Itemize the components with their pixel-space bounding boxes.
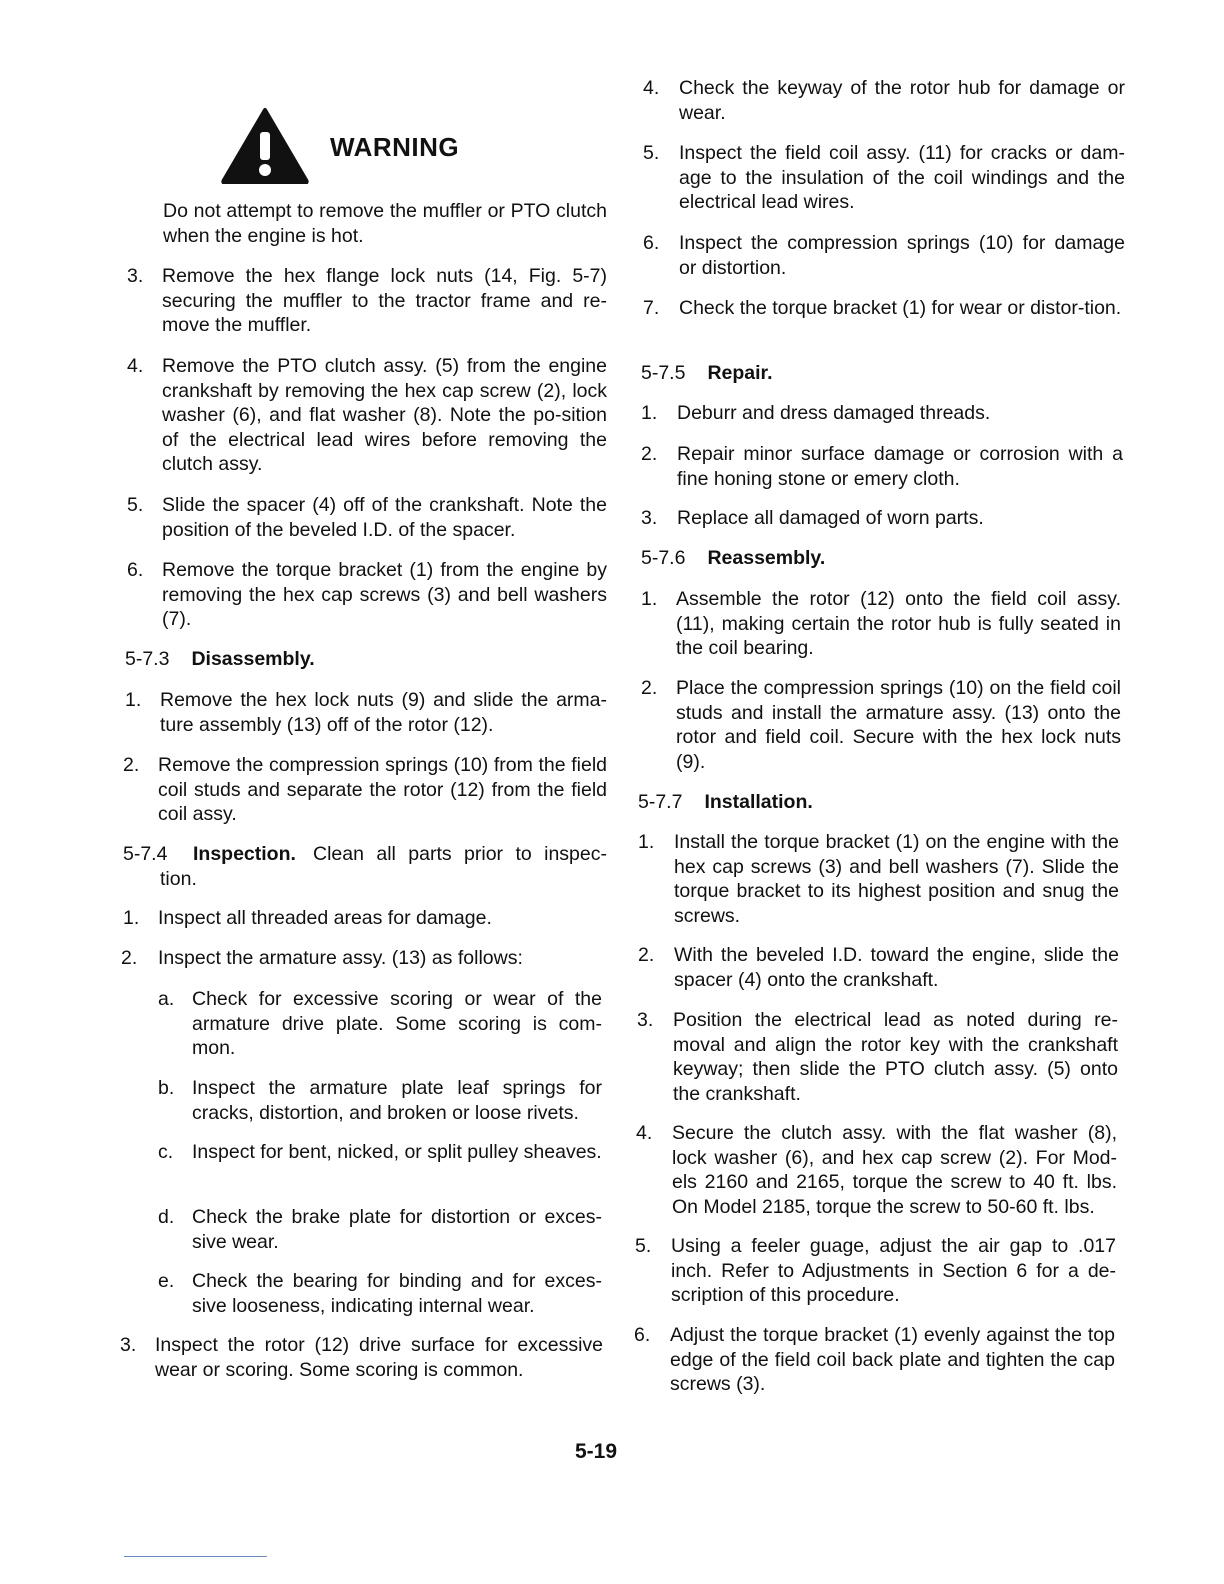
step-text: Remove the torque bracket (1) from the engine by removing the hex cap screws (3) and bell washers (7).: [162, 559, 607, 630]
step-number: 6.: [634, 1324, 651, 1346]
section-title: Disassembly.: [191, 648, 315, 670]
inspection-intro: Clean all parts prior to inspec-tion.: [160, 843, 607, 890]
substep-text: Check the bearing for binding and for exces-sive looseness, indicating internal wear.: [192, 1270, 602, 1317]
step-number: 3.: [641, 507, 658, 529]
step-text: Install the torque bracket (1) on the engine with the hex cap screws (3) and bell washers (7). Slide the torque bracket to its highest position and snug the screws.: [674, 831, 1119, 927]
step-number: 1.: [641, 402, 658, 424]
step-text: Assemble the rotor (12) onto the field coil assy. (11), making certain the rotor hub is fully seated in the coil bearing.: [676, 588, 1121, 659]
substep-text: Inspect the armature plate leaf springs for cracks, distortion, and broken or loose rivets.: [192, 1077, 602, 1124]
step-text: Inspect the armature assy. (13) as follows:: [158, 947, 523, 969]
step-text: Inspect all threaded areas for damage.: [158, 907, 492, 929]
warning-text: Do not attempt to remove the muffler or PTO clutch when the engine is hot.: [163, 200, 607, 247]
step-text: Check the keyway of the rotor hub for damage or wear.: [679, 77, 1125, 124]
step-number: 1.: [123, 907, 140, 929]
step-number: 5.: [643, 142, 660, 164]
step-number: 4.: [636, 1122, 653, 1144]
substep-text: Check the brake plate for distortion or exces-sive wear.: [192, 1206, 602, 1253]
section-number: 5-7.6: [641, 547, 686, 569]
step-number: 3.: [120, 1334, 137, 1356]
substep-letter: a.: [158, 988, 175, 1010]
step-number: 3.: [127, 265, 144, 287]
section-title: Inspection.: [193, 843, 296, 865]
step-number: 3.: [637, 1009, 654, 1031]
step-text: Secure the clutch assy. with the flat washer (8), lock washer (6), and hex cap screw (2). For Mod-els 2160 and 2165, torque the screw to 40 ft. lbs. On Model 2185, torque the screw to 50-60 ft. lbs.: [672, 1122, 1117, 1218]
section-heading-reassembly: [641, 546, 825, 571]
step-text: Deburr and dress damaged threads.: [677, 402, 991, 424]
step-text: Inspect the rotor (12) drive surface for excessive wear or scoring. Some scoring is common.: [155, 1334, 603, 1381]
step-number: 1.: [125, 689, 142, 711]
step-number: 2.: [638, 944, 655, 966]
step-number: 2.: [121, 947, 138, 969]
step-number: 7.: [643, 297, 660, 319]
step-text: Remove the hex lock nuts (9) and slide the arma-ture assembly (13) off of the rotor (12).: [160, 689, 607, 736]
section-title: Installation.: [704, 791, 813, 813]
step-number: 1.: [638, 831, 655, 853]
step-text: Check the torque bracket (1) for wear or distor-tion.: [679, 297, 1122, 319]
step-number: 4.: [127, 355, 144, 377]
step-number: 1.: [641, 588, 658, 610]
page-number: 5-19: [575, 1440, 618, 1463]
step-text: Remove the compression springs (10) from the field coil studs and separate the rotor (12) from the field coil assy.: [158, 754, 607, 825]
step-text: Replace all damaged of worn parts.: [677, 507, 984, 529]
section-heading-repair: [641, 361, 773, 386]
step-number: 5.: [635, 1235, 652, 1257]
step-text: Position the electrical lead as noted during re-moval and align the rotor key with the crankshaft keyway; then slide the PTO clutch assy. (5) onto the crankshaft.: [673, 1009, 1118, 1105]
substep-text: Inspect for bent, nicked, or split pulley sheaves.: [192, 1141, 602, 1163]
divider: [124, 1556, 267, 1557]
step-text: Using a feeler guage, adjust the air gap to .017 inch. Refer to Adjustments in Section 6 for a de-scription of this procedure.: [671, 1235, 1116, 1306]
step-text: Repair minor surface damage or corrosion with a fine honing stone or emery cloth.: [677, 443, 1123, 490]
substep-letter: e.: [158, 1270, 175, 1292]
step-text: With the beveled I.D. toward the engine, slide the spacer (4) onto the crankshaft.: [674, 944, 1119, 991]
substep-text: Check for excessive scoring or wear of the armature drive plate. Some scoring is com-mon.: [192, 988, 602, 1059]
step-text: Adjust the torque bracket (1) evenly against the top edge of the field coil back plate and tighten the cap screws (3).: [670, 1324, 1115, 1395]
section-number-inspection: 5-7.4: [123, 843, 168, 865]
warning-triangle-icon: [220, 106, 310, 184]
step-text: Remove the hex flange lock nuts (14, Fig. 5-7) securing the muffler to the tractor frame and re-move the muffler.: [162, 265, 607, 336]
section-number: 5-7.5: [641, 362, 686, 384]
step-text: Place the compression springs (10) on the field coil studs and install the armature assy. (13) onto the rotor and field coil. Secure with the hex lock nuts (9).: [676, 677, 1121, 773]
step-number: 2.: [123, 754, 140, 776]
step-number: 6.: [643, 232, 660, 254]
section-number: 5-7.3: [125, 648, 170, 670]
step-text: Inspect the compression springs (10) for damage or distortion.: [679, 232, 1125, 279]
section-heading-installation: [638, 790, 813, 815]
warning-callout: [220, 106, 620, 186]
step-text: Remove the PTO clutch assy. (5) from the engine crankshaft by removing the hex cap screw (2), lock washer (6), and flat washer (8). Note the po-sition of the electrical lead wires before removing the clutch assy.: [162, 355, 607, 475]
step-number: 5.: [127, 494, 144, 516]
step-text: Slide the spacer (4) off of the crankshaft. Note the position of the beveled I.D. of the spacer.: [162, 494, 607, 541]
section-title: Repair.: [707, 362, 773, 384]
section-heading-disassembly: [125, 647, 315, 672]
section-number: 5-7.7: [638, 791, 683, 813]
substep-letter: b.: [158, 1077, 175, 1099]
step-number: 4.: [643, 77, 660, 99]
step-number: 2.: [641, 443, 658, 465]
step-text: Inspect the field coil assy. (11) for cracks or dam-age to the insulation of the coil windings and the electrical lead wires.: [679, 142, 1125, 213]
substep-letter: d.: [158, 1206, 175, 1228]
warning-title: WARNING: [330, 132, 460, 162]
step-number: 6.: [127, 559, 144, 581]
section-title: Reassembly.: [707, 547, 826, 569]
step-number: 2.: [641, 677, 658, 699]
substep-letter: c.: [158, 1141, 174, 1163]
